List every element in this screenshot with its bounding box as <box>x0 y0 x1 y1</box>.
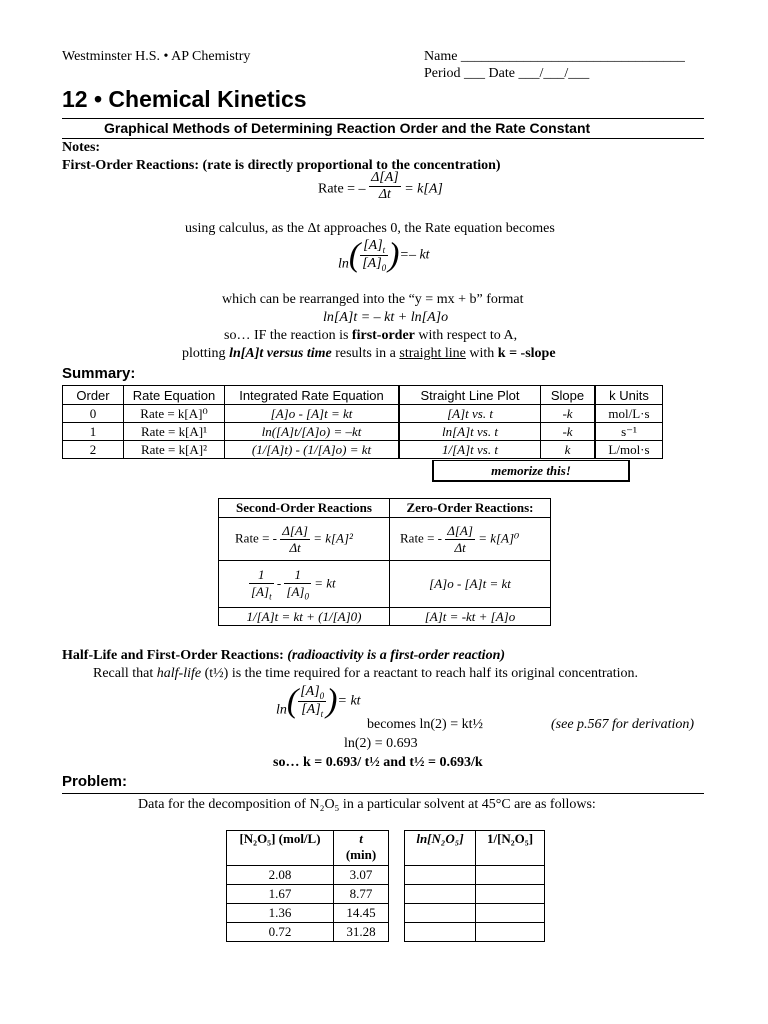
answer-cell-ln[interactable] <box>405 904 476 923</box>
recall-sym: (t½) <box>201 666 229 681</box>
so-pre: so… IF the reaction is <box>224 328 352 343</box>
one: 1 <box>258 566 265 582</box>
cell-order: 2 <box>63 441 124 459</box>
problem-rule <box>62 793 704 794</box>
rate-prefix: Rate = - <box>400 529 442 545</box>
cell-units: mol/L·s <box>595 405 663 423</box>
cell-slope: k <box>541 441 596 459</box>
summary-table <box>62 385 663 459</box>
page-subtitle: Graphical Methods of Determining Reaction Order and the Rate Constant <box>104 120 591 136</box>
table-row <box>405 904 545 923</box>
plot-bold: ln[A]t versus time <box>229 346 332 361</box>
period-date-field: Period ___ Date ___/___/___ <box>424 66 590 81</box>
notes-label: Notes: <box>62 140 101 155</box>
header-rate-equation: Rate Equation <box>124 386 225 405</box>
delta-a: Δ[A] <box>282 522 308 538</box>
ln2-value: ln(2) = 0.693 <box>344 736 418 751</box>
orders-rate-row <box>219 518 551 561</box>
sub-t: t <box>320 708 324 719</box>
cell-units: s⁻¹ <box>595 423 663 441</box>
so-post: with respect to A, <box>414 328 518 343</box>
page-title: 12 • Chemical Kinetics <box>62 86 307 112</box>
cell-order: 1 <box>63 423 124 441</box>
cell-concentration: 1.67 <box>227 885 334 904</box>
cell-rate: Rate = k[A]¹ <box>124 423 225 441</box>
rearranged-line: which can be rearranged into the “y = mx + b” format <box>222 292 524 307</box>
plot-post: with <box>465 346 498 361</box>
header-order: Order <box>63 386 124 405</box>
title-rule <box>62 118 704 119</box>
orders-integrated-row <box>219 561 551 608</box>
delta-t: Δt <box>369 186 401 203</box>
cell-concentration: 0.72 <box>227 923 334 942</box>
recall-pre: Recall that <box>93 666 157 681</box>
answer-cell-reciprocal[interactable] <box>476 866 545 885</box>
plot-mid: results in a <box>331 346 400 361</box>
derivation-note: (see p.567 for derivation) <box>551 717 695 732</box>
rate-prefix: Rate = – <box>318 181 366 197</box>
header-time-unit: (min) <box>345 847 377 862</box>
rate-fraction <box>280 523 310 556</box>
cell-slope: -k <box>541 423 596 441</box>
delta-a: Δ[A] <box>447 522 473 538</box>
close-paren: ) <box>388 236 400 274</box>
answer-header-row <box>405 831 545 866</box>
recall-it: half-life <box>156 666 202 681</box>
cell-concentration: 2.08 <box>227 866 334 885</box>
delta-a: Δ[A] <box>371 170 399 185</box>
header-ln <box>405 831 476 866</box>
table-row <box>227 866 389 885</box>
cell-plot: [A]t vs. t <box>399 405 541 423</box>
answer-cell-reciprocal[interactable] <box>476 904 545 923</box>
one-over-ao <box>284 567 311 602</box>
memorize-note: memorize this! <box>432 460 630 482</box>
eq-kt: = kt <box>337 693 361 709</box>
answer-cell-reciprocal[interactable] <box>476 885 545 904</box>
zero-order-linear: [A]t = -kt + [A]o <box>390 608 551 626</box>
header-slope: Slope <box>541 386 596 405</box>
cell-rate: Rate = k[A]² <box>124 441 225 459</box>
plot-k: k = -slope <box>497 346 556 361</box>
cell-plot: ln[A]t vs. t <box>399 423 541 441</box>
table-row <box>63 423 663 441</box>
data-header-row <box>227 831 389 866</box>
integrated-first-order <box>338 238 430 288</box>
cell-units: L/mol·s <box>595 441 663 459</box>
rate-equation <box>318 170 443 203</box>
table-row <box>63 405 663 423</box>
answer-cell-ln[interactable] <box>405 866 476 885</box>
plotting-line <box>182 346 556 362</box>
cell-time: 14.45 <box>334 904 389 923</box>
ln-label: ln <box>276 702 287 718</box>
so-bold: first-order <box>351 328 415 343</box>
zero-order-heading: Zero-Order Reactions: <box>390 499 551 518</box>
cell-concentration: 1.36 <box>227 904 334 923</box>
concentration-ratio <box>360 238 388 273</box>
header-time <box>334 831 389 866</box>
cell-time: 31.28 <box>334 923 389 942</box>
header-ln-text: ln[N₂O₅] <box>416 831 464 846</box>
sub-0: 0 <box>319 690 325 701</box>
cell-time: 8.77 <box>334 885 389 904</box>
concentration-ratio <box>298 684 326 719</box>
header-concentration: [N₂O₅] (mol/L) <box>227 831 334 866</box>
problem-description: Data for the decomposition of N₂O₅ in a particular solvent at 45°C are as follows: <box>138 797 596 812</box>
table-row <box>405 885 545 904</box>
header-time-t: t <box>359 831 363 846</box>
name-field: Name ________________________________ <box>424 49 685 64</box>
close-paren: ) <box>326 682 338 720</box>
ln-label: ln <box>338 256 349 272</box>
header-integrated: Integrated Rate Equation <box>225 386 400 405</box>
header-reciprocal: 1/[N₂O₅] <box>476 831 545 866</box>
orders-table <box>218 498 551 626</box>
table-row <box>405 866 545 885</box>
table-row <box>405 923 545 942</box>
plot-underline: straight line <box>399 346 466 361</box>
problem-label: Problem: <box>62 773 128 790</box>
summary-label: Summary: <box>62 365 136 382</box>
cell-slope: -k <box>541 405 596 423</box>
second-order-rate <box>219 518 390 561</box>
data-table <box>226 830 389 942</box>
eq-kt: =– kt <box>399 247 430 263</box>
plot-pre: plotting <box>182 346 230 361</box>
open-paren: ( <box>286 682 299 720</box>
table-row <box>227 885 389 904</box>
calculus-line: using calculus, as the Δt approaches 0, the Rate equation becomes <box>185 221 555 236</box>
a-t: [A] <box>363 238 383 253</box>
cell-integrated: (1/[A]t) - (1/[A]o) = kt <box>225 441 400 459</box>
halflife-k-relation: so… k = 0.693/ t½ and t½ = 0.693/k <box>273 755 483 770</box>
second-suffix: = k[A]² <box>313 529 353 545</box>
eq-kt: = kt <box>314 574 336 590</box>
a-t: [A] <box>301 701 321 717</box>
delta-t: Δt <box>280 539 310 556</box>
halflife-heading <box>62 648 505 664</box>
delta-t: Δt <box>445 539 475 556</box>
rate-suffix: = k[A] <box>404 181 443 197</box>
orders-linear-row <box>219 608 551 626</box>
sub-0: 0 <box>381 262 387 273</box>
halflife-equation <box>276 684 361 734</box>
header-straight-line: Straight Line Plot <box>399 386 541 405</box>
halflife-becomes: becomes ln(2) = kt½ <box>367 717 483 732</box>
cell-integrated: ln([A]t/[A]o) = –kt <box>225 423 400 441</box>
answer-cell-reciprocal[interactable] <box>476 923 545 942</box>
linear-equation: ln[A]t = – kt + ln[A]o <box>323 310 449 325</box>
table-row <box>227 904 389 923</box>
zero-order-integrated: [A]o - [A]t = kt <box>390 561 551 608</box>
cell-time: 3.07 <box>334 866 389 885</box>
rate-fraction <box>445 523 475 556</box>
recall-post: is the time required for a reactant to reach half its original concentration. <box>228 666 639 681</box>
cell-integrated: [A]o - [A]t = kt <box>225 405 400 423</box>
zero-order-rate <box>390 518 551 561</box>
answer-table <box>404 830 545 942</box>
summary-header-row <box>63 386 663 405</box>
halflife-heading-note: (radioactivity is a first-order reaction) <box>287 648 506 663</box>
header-k-units: k Units <box>595 386 663 405</box>
rate-prefix: Rate = - <box>235 529 277 545</box>
cell-plot: 1/[A]t vs. t <box>399 441 541 459</box>
a-0: [A] <box>362 255 382 271</box>
sub-t: t <box>269 591 272 602</box>
cell-order: 0 <box>63 405 124 423</box>
sub-t: t <box>382 244 386 255</box>
zero-suffix: = k[A]⁰ <box>478 529 520 545</box>
answer-cell-ln[interactable] <box>405 923 476 942</box>
minus: - <box>276 574 282 590</box>
sub-0: 0 <box>304 591 309 602</box>
school-course: Westminster H.S. • AP Chemistry <box>62 49 251 64</box>
orders-header-row <box>219 499 551 518</box>
second-order-heading: Second-Order Reactions <box>219 499 390 518</box>
a-t: [A] <box>251 583 270 599</box>
answer-cell-ln[interactable] <box>405 885 476 904</box>
first-order-condition <box>224 328 517 344</box>
one: 1 <box>294 566 301 582</box>
first-order-heading: First-Order Reactions: (rate is directly proportional to the concentration) <box>62 158 501 173</box>
one-over-at <box>249 567 274 602</box>
table-row <box>63 441 663 459</box>
a-0: [A] <box>286 583 305 599</box>
second-order-linear: 1/[A]t = kt + (1/[A]0) <box>219 608 390 626</box>
halflife-heading-text: Half-Life and First-Order Reactions: <box>62 648 284 663</box>
a-0: [A] <box>300 684 320 699</box>
open-paren: ( <box>348 236 361 274</box>
table-row <box>227 923 389 942</box>
rate-fraction <box>369 170 401 203</box>
second-order-integrated <box>219 561 390 608</box>
halflife-recall <box>93 666 638 682</box>
subtitle-rule <box>62 138 704 139</box>
cell-rate: Rate = k[A]⁰ <box>124 405 225 423</box>
